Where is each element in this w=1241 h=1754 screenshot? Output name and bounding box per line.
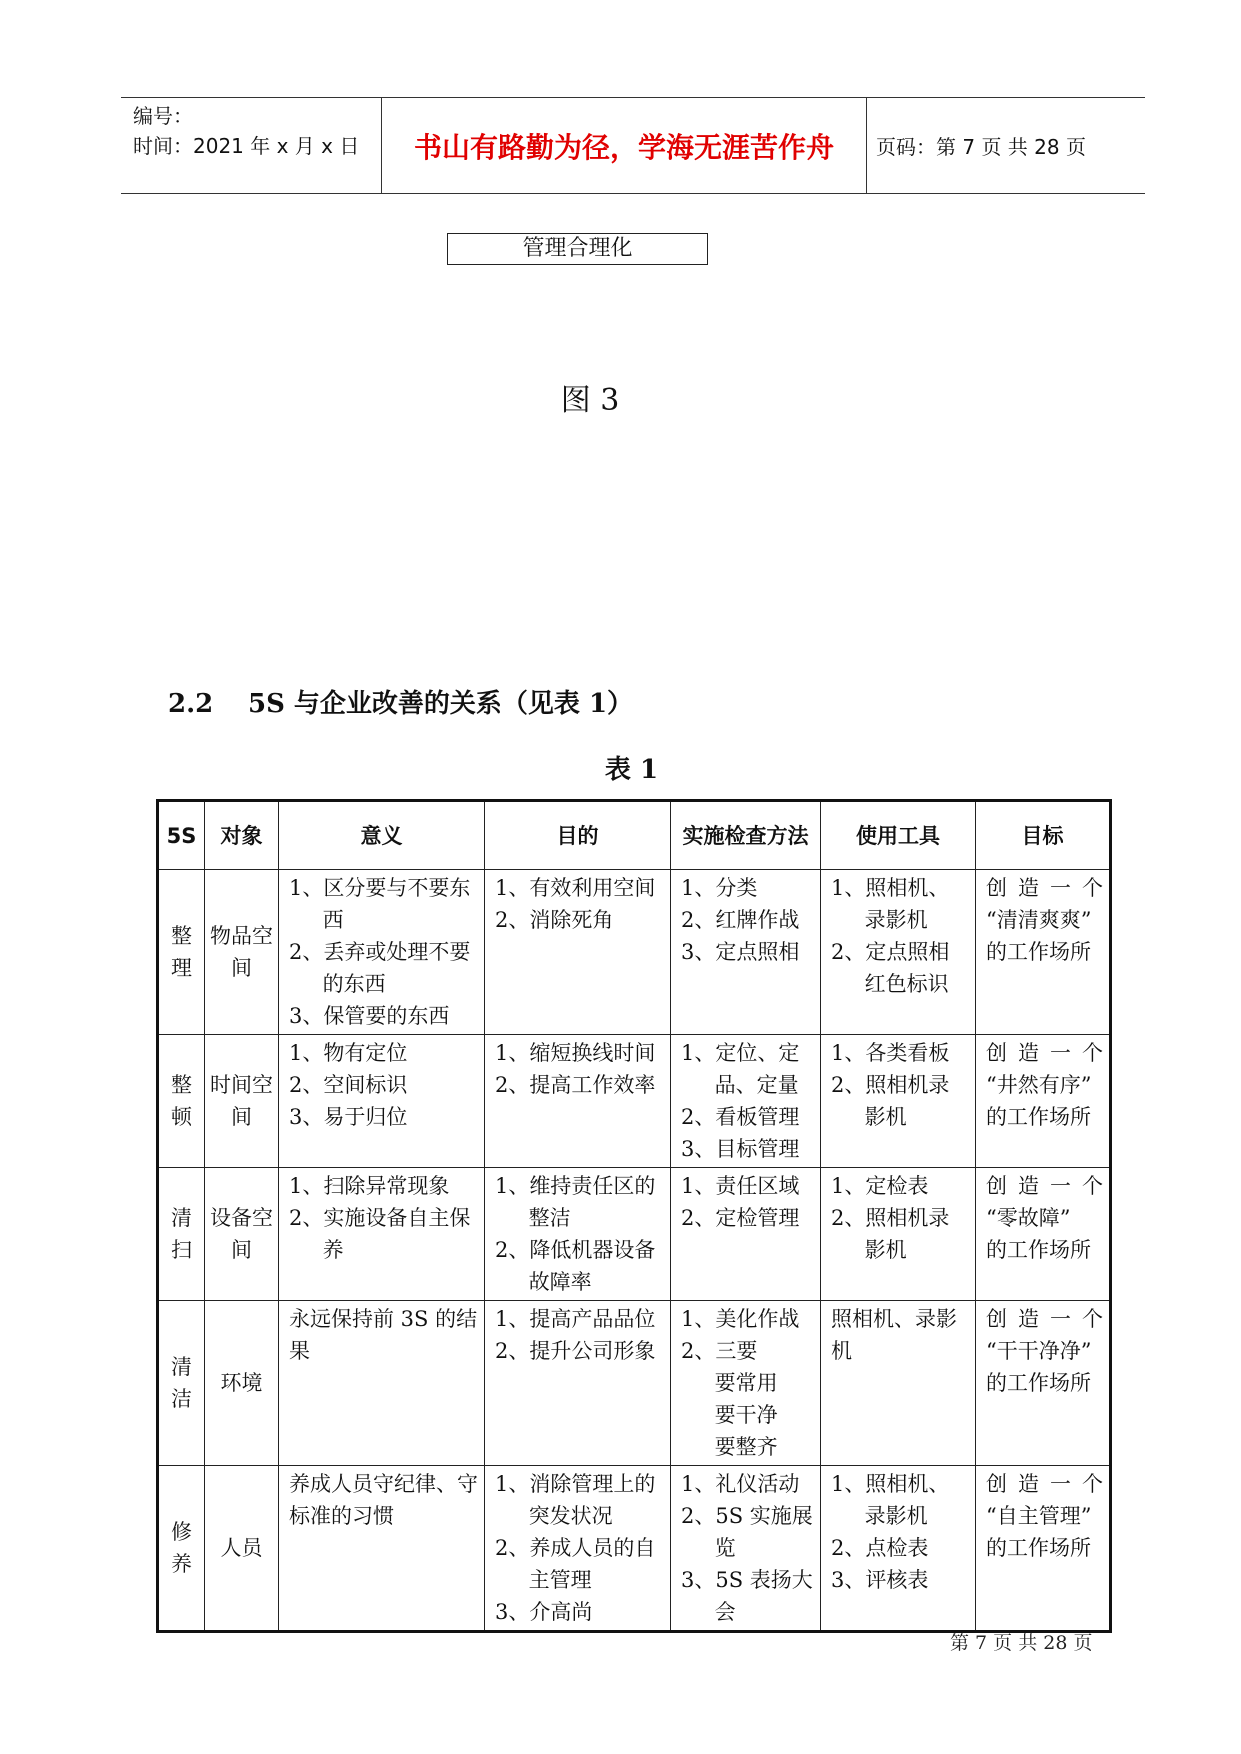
header-tools: 使用工具 bbox=[821, 801, 976, 870]
cell-purpose bbox=[485, 1168, 671, 1301]
cell-object: 人员 bbox=[205, 1466, 279, 1632]
cell-purpose bbox=[485, 1466, 671, 1632]
cell-object: 时间空间 bbox=[205, 1035, 279, 1168]
method-line: 3、目标管理 bbox=[681, 1137, 800, 1161]
meaning-line: 1、物有定位 bbox=[289, 1041, 408, 1065]
goal-line: “自主管理” bbox=[986, 1504, 1092, 1528]
tools-line: 3、评核表 bbox=[831, 1568, 929, 1592]
cell-meaning bbox=[279, 1466, 485, 1632]
code-label: 编号： bbox=[133, 104, 193, 128]
tools-line: 2、照相机录影机 bbox=[831, 1206, 950, 1262]
goal-line: “零故障” bbox=[986, 1206, 1071, 1230]
goal-line: “清清爽爽” bbox=[986, 908, 1092, 932]
tools-line: 2、照相机录影机 bbox=[831, 1073, 950, 1129]
purpose-line: 2、提升公司形象 bbox=[495, 1339, 656, 1363]
cell-purpose bbox=[485, 1301, 671, 1466]
table-row bbox=[158, 870, 1111, 1035]
header-goal: 目标 bbox=[976, 801, 1111, 870]
cell-tools bbox=[821, 1301, 976, 1466]
method-line: 1、美化作战 bbox=[681, 1307, 800, 1331]
cell-purpose bbox=[485, 870, 671, 1035]
tools-line: 2、定点照相红色标识 bbox=[831, 940, 950, 996]
header-meaning: 意义 bbox=[279, 801, 485, 870]
cell-tools bbox=[821, 870, 976, 1035]
goal-line: 创造一个 bbox=[986, 1307, 1103, 1331]
table-row bbox=[158, 1168, 1111, 1301]
page-footer: 第 7 页 共 28 页 bbox=[950, 1632, 1093, 1654]
purpose-line: 1、提高产品品位 bbox=[495, 1307, 656, 1331]
table-row bbox=[158, 1035, 1111, 1168]
method-line: 2、红牌作战 bbox=[681, 908, 800, 932]
cell-object: 物品空间 bbox=[205, 870, 279, 1035]
section-heading bbox=[168, 683, 633, 720]
cell-goal bbox=[976, 1301, 1111, 1466]
goal-line: 的工作场所 bbox=[986, 1105, 1091, 1129]
goal-line: 创造一个 bbox=[986, 1472, 1103, 1496]
purpose-line: 2、养成人员的自主管理 bbox=[495, 1536, 656, 1592]
method-line: 2、看板管理 bbox=[681, 1105, 800, 1129]
time-label: 时间：2021 年 x 月 x 日 bbox=[133, 134, 360, 158]
table-row bbox=[158, 1301, 1111, 1466]
method-line: 要干净 bbox=[714, 1403, 778, 1427]
meaning-line: 1、扫除异常现象 bbox=[289, 1174, 450, 1198]
tools-line: 1、各类看板 bbox=[831, 1041, 950, 1065]
meaning-line: 养成人员守纪律、守标准的习惯 bbox=[289, 1472, 478, 1528]
meaning-line: 1、区分要与不要东西 bbox=[289, 876, 471, 932]
header-method: 实施检查方法 bbox=[671, 801, 821, 870]
boxed-label: 管理合理化 bbox=[447, 233, 708, 265]
purpose-line: 3、介高尚 bbox=[495, 1600, 593, 1624]
purpose-line: 1、缩短换线时间 bbox=[495, 1041, 656, 1065]
method-line: 2、三要 bbox=[681, 1339, 758, 1363]
header-5s: 5S bbox=[158, 801, 205, 870]
section-title: 5S 与企业改善的关系（见表 1） bbox=[248, 689, 634, 719]
cell-5s: 整理 bbox=[158, 870, 205, 1035]
cell-5s: 清扫 bbox=[158, 1168, 205, 1301]
cell-5s: 清洁 bbox=[158, 1301, 205, 1466]
cell-meaning bbox=[279, 1168, 485, 1301]
goal-line: “井然有序” bbox=[986, 1073, 1092, 1097]
cell-tools bbox=[821, 1035, 976, 1168]
cell-goal bbox=[976, 870, 1111, 1035]
header-left bbox=[133, 101, 359, 161]
goal-line: 创造一个 bbox=[986, 876, 1103, 900]
purpose-line: 2、降低机器设备故障率 bbox=[495, 1238, 656, 1294]
meaning-line: 2、空间标识 bbox=[289, 1073, 408, 1097]
meaning-line: 3、保管要的东西 bbox=[289, 1004, 450, 1028]
goal-line: 创造一个 bbox=[986, 1041, 1103, 1065]
tools-line: 1、照相机、录影机 bbox=[831, 1472, 950, 1528]
cell-method bbox=[671, 1466, 821, 1632]
section-number: 2.2 bbox=[168, 689, 214, 719]
cell-method bbox=[671, 1168, 821, 1301]
tools-line: 1、定检表 bbox=[831, 1174, 929, 1198]
cell-meaning bbox=[279, 1301, 485, 1466]
method-line: 要整齐 bbox=[714, 1435, 778, 1459]
document-header bbox=[121, 97, 1145, 194]
cell-tools bbox=[821, 1466, 976, 1632]
purpose-line: 1、有效利用空间 bbox=[495, 876, 656, 900]
method-line: 1、责任区域 bbox=[681, 1174, 800, 1198]
cell-goal bbox=[976, 1168, 1111, 1301]
header-purpose: 目的 bbox=[485, 801, 671, 870]
purpose-line: 1、消除管理上的突发状况 bbox=[495, 1472, 656, 1528]
goal-line: 的工作场所 bbox=[986, 1238, 1091, 1262]
method-line: 1、定位、定品、定量 bbox=[681, 1041, 800, 1097]
table-5s bbox=[156, 799, 1112, 1633]
header-motto: 书山有路勤为径，学海无涯苦作舟 bbox=[381, 98, 867, 193]
meaning-line: 3、易于归位 bbox=[289, 1105, 408, 1129]
cell-object: 环境 bbox=[205, 1301, 279, 1466]
cell-5s: 整顿 bbox=[158, 1035, 205, 1168]
tools-line: 1、照相机、录影机 bbox=[831, 876, 950, 932]
meaning-line: 2、实施设备自主保养 bbox=[289, 1206, 471, 1262]
purpose-line: 1、维持责任区的整洁 bbox=[495, 1174, 656, 1230]
purpose-line: 2、消除死角 bbox=[495, 908, 614, 932]
goal-line: 创造一个 bbox=[986, 1174, 1103, 1198]
method-line: 2、5S 实施展览 bbox=[681, 1504, 813, 1560]
method-line: 1、分类 bbox=[681, 876, 758, 900]
meaning-line: 2、丢弃或处理不要的东西 bbox=[289, 940, 471, 996]
purpose-line: 2、提高工作效率 bbox=[495, 1073, 656, 1097]
cell-tools bbox=[821, 1168, 976, 1301]
cell-method bbox=[671, 1301, 821, 1466]
goal-line: 的工作场所 bbox=[986, 1536, 1091, 1560]
cell-method bbox=[671, 1035, 821, 1168]
figure-caption: 图 3 bbox=[560, 383, 620, 418]
header-page-info: 页码：第 7 页 共 28 页 bbox=[876, 135, 1086, 159]
goal-line: 的工作场所 bbox=[986, 940, 1091, 964]
table-header-row bbox=[158, 801, 1111, 870]
table-row bbox=[158, 1466, 1111, 1632]
cell-method bbox=[671, 870, 821, 1035]
cell-goal bbox=[976, 1466, 1111, 1632]
cell-object: 设备空间 bbox=[205, 1168, 279, 1301]
table-caption: 表 1 bbox=[604, 755, 659, 785]
method-line: 3、定点照相 bbox=[681, 940, 800, 964]
tools-line: 2、点检表 bbox=[831, 1536, 929, 1560]
cell-purpose bbox=[485, 1035, 671, 1168]
cell-goal bbox=[976, 1035, 1111, 1168]
method-line: 1、礼仪活动 bbox=[681, 1472, 800, 1496]
meaning-line: 永远保持前 3S 的结果 bbox=[289, 1307, 478, 1363]
goal-line: 的工作场所 bbox=[986, 1371, 1091, 1395]
method-line: 要常用 bbox=[714, 1371, 778, 1395]
tools-line: 照相机、录影机 bbox=[831, 1307, 957, 1363]
header-object: 对象 bbox=[205, 801, 279, 870]
goal-line: “干干净净” bbox=[986, 1339, 1092, 1363]
method-line: 2、定检管理 bbox=[681, 1206, 800, 1230]
cell-meaning bbox=[279, 870, 485, 1035]
cell-meaning bbox=[279, 1035, 485, 1168]
cell-5s: 修养 bbox=[158, 1466, 205, 1632]
method-line: 3、5S 表扬大会 bbox=[681, 1568, 813, 1624]
